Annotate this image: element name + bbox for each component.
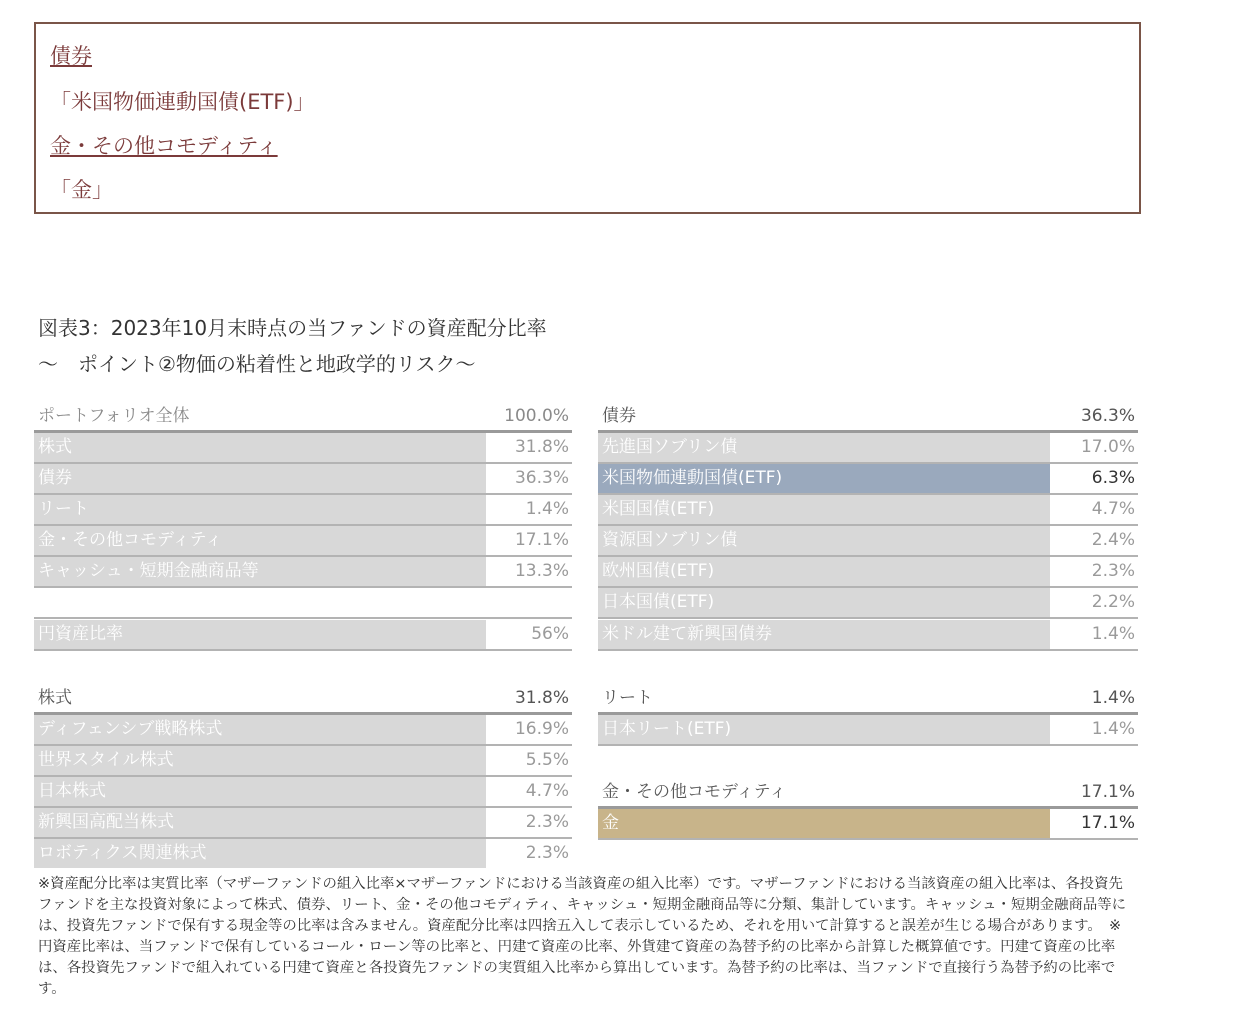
row-value: 4.7% [486, 777, 572, 806]
figure-title: 図表3：2023年10月末時点の当ファンドの資産配分比率 [38, 316, 547, 340]
row-value: 1.4% [1050, 620, 1138, 649]
table-row [598, 588, 1138, 619]
table-row [34, 715, 572, 746]
header-label: 金・その他コモディティ [602, 782, 787, 802]
commodity-item: 「金」 [50, 178, 113, 202]
row-label: ディフェンシブ戦略株式 [34, 715, 486, 744]
table-header [598, 778, 1138, 809]
table-row [598, 526, 1138, 557]
table-row [34, 746, 572, 777]
table-row [34, 839, 572, 870]
table-row [34, 557, 572, 588]
row-label: 新興国高配当株式 [34, 808, 486, 837]
table-row [598, 715, 1138, 746]
row-value: 1.4% [1050, 715, 1138, 744]
row-label: 米ドル建て新興国債券 [598, 620, 1050, 649]
table-row [598, 433, 1138, 464]
info-box [34, 22, 1141, 214]
row-value: 2.4% [1050, 526, 1138, 555]
row-value: 2.3% [486, 839, 572, 868]
bond-heading: 債券 [50, 44, 92, 68]
header-value: 17.1% [1080, 782, 1135, 802]
row-label: 米国物価連動国債(ETF) [598, 464, 1050, 493]
divider [598, 838, 1138, 840]
header-label: ポートフォリオ全体 [38, 406, 190, 426]
row-value: 2.2% [1050, 588, 1138, 617]
table-row-highlighted [598, 809, 1138, 840]
row-label: 先進国ソブリン債 [598, 433, 1050, 462]
row-label: 金・その他コモディティ [34, 526, 486, 555]
divider [34, 617, 572, 619]
row-value: 2.3% [1050, 557, 1138, 586]
header-label: 株式 [38, 688, 72, 708]
row-value: 1.4% [486, 495, 572, 524]
row-value: 17.1% [486, 526, 572, 555]
header-label: リート [602, 688, 653, 708]
header-label: 債券 [602, 406, 636, 426]
table-header [598, 684, 1138, 715]
table-row [34, 433, 572, 464]
row-label: 米国国債(ETF) [598, 495, 1050, 524]
row-label: リート [34, 495, 486, 524]
row-label: 株式 [34, 433, 486, 462]
row-label: 日本リート(ETF) [598, 715, 1050, 744]
header-value: 100.0% [504, 406, 569, 426]
table-row [34, 464, 572, 495]
row-label: 金 [598, 809, 1050, 838]
commodity-heading: 金・その他コモディティ [50, 134, 278, 158]
row-value: 4.7% [1050, 495, 1138, 524]
row-value: 5.5% [486, 746, 572, 775]
table-header [34, 402, 572, 433]
row-label: ロボティクス関連株式 [34, 839, 486, 868]
table-row-highlighted [598, 464, 1138, 495]
row-value: 16.9% [486, 715, 572, 744]
table-row [34, 526, 572, 557]
row-value: 17.0% [1050, 433, 1138, 462]
table-header [34, 684, 572, 715]
table-row [34, 777, 572, 808]
footnote: ※資産配分比率は実質比率（マザーファンドの組入比率×マザーファンドにおける当該資産の組入比率）です。マザーファンドにおける当該資産の組入比率は、各投資先ファンドを主な投資対象によって株式、債券、リート、金・その他コモディティ、キャッシュ・短期金融商品等に分類、集計しています。キャッシュ・短期金融商品等には、投資先ファンドで保有する現金等の比率は含みません。資産配分比率は四捨五入して表示しているため、それを用いて計算すると誤差が生じる場合があります。 ※円資産比率は、当ファンドで保有しているコール・ローン等の比率と、円建て資産の比率、外貨建て資産の為替予約の比率から計算した概算値です。円建て資産の比率は、各投資先ファンドで組入れている円建て資産と各投資先ファンドの実質組入比率から算出しています。為替予約の比率は、当ファンドで直接行う為替予約の比率です。 [38, 876, 1127, 997]
spacer-row [34, 588, 572, 619]
row-label: 日本株式 [34, 777, 486, 806]
divider [598, 744, 1138, 746]
table-row [598, 495, 1138, 526]
header-value: 31.8% [514, 688, 569, 708]
header-value: 1.4% [1091, 688, 1135, 708]
header-value: 36.3% [1080, 406, 1135, 426]
row-label: 資源国ソブリン債 [598, 526, 1050, 555]
row-value: 56% [486, 620, 572, 649]
row-value: 36.3% [486, 464, 572, 493]
row-label: 円資産比率 [34, 620, 486, 649]
row-value: 6.3% [1050, 464, 1138, 493]
row-label: 債券 [34, 464, 486, 493]
figure-subtitle: ～ ポイント②物価の粘着性と地政学的リスク～ [38, 352, 476, 376]
table-row [598, 557, 1138, 588]
bond-item: 「米国物価連動国債(ETF)」 [50, 90, 315, 114]
yen-ratio-row [34, 620, 572, 651]
table-row [598, 620, 1138, 651]
row-label: 欧州国債(ETF) [598, 557, 1050, 586]
table-row [34, 808, 572, 839]
table-row [34, 495, 572, 526]
divider [598, 649, 1138, 651]
row-value: 2.3% [486, 808, 572, 837]
row-label: 日本国債(ETF) [598, 588, 1050, 617]
row-label: 世界スタイル株式 [34, 746, 486, 775]
row-value: 17.1% [1050, 809, 1138, 838]
row-value: 31.8% [486, 433, 572, 462]
row-value: 13.3% [486, 557, 572, 586]
row-label: キャッシュ・短期金融商品等 [34, 557, 486, 586]
divider [34, 649, 572, 651]
table-header [598, 402, 1138, 433]
divider [598, 617, 1138, 619]
